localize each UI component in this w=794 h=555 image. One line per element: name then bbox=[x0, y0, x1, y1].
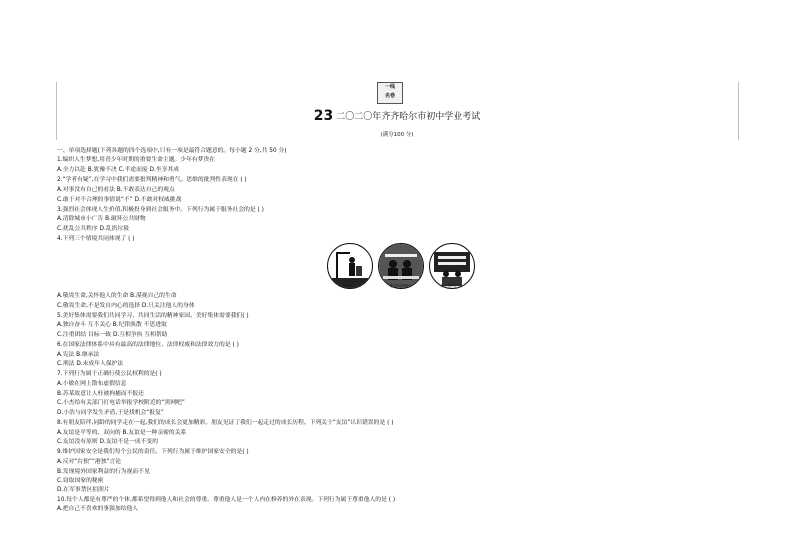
text-line: A.友谊是平等的、双向的 B.友谊是一种亲密的关系 bbox=[57, 430, 187, 436]
score-note: (满分100 分) bbox=[380, 132, 414, 138]
text-line: 7.下列行为属于正确行使公民权利的是( ) bbox=[57, 371, 162, 377]
text-line: 9.维护国家安全是我们每个公民的责任。下列行为属于维护国家安全的是( ) bbox=[57, 449, 249, 455]
text-line: 3.强烈社会体现人生价值,积极投身到社会服务中。下列行为属于服务社会的是 ( ) bbox=[57, 207, 264, 213]
scene-illustration-3 bbox=[429, 243, 475, 289]
scene-illustration-1 bbox=[327, 243, 373, 289]
text-line: C.敢于对不合理的事情说“不” D.不敢对权威挑战 bbox=[57, 197, 182, 203]
text-line: C.刑法 D.未成年人保护法 bbox=[57, 361, 124, 367]
text-line: C.注重团结 目标一致 D.互相争执 互相帮助 bbox=[57, 332, 168, 338]
page-title bbox=[0, 108, 794, 124]
text-line: A.敬畏生命,关怀他人的生命 B.漠视自己的生命 bbox=[57, 293, 177, 299]
caption-3: 同学相伴护生 bbox=[440, 284, 462, 288]
text-line: C.窃取国家的秘密 bbox=[57, 478, 104, 484]
text-line: C.小杰给有关部门打电话举报学校附近的“黑网吧” bbox=[57, 400, 185, 406]
text-line: A.对事没有自己的看法 B.不敢表达自己的观点 bbox=[57, 187, 175, 193]
text-line: 5.美好集体需要我们共同学习、共同生活的精神家园。美好集体需要我们( ) bbox=[57, 313, 249, 319]
text-line: B.苏某故意让人枉被拘捕而不报还 bbox=[57, 391, 144, 397]
text-line: 一、单项选择题(下列各题的四个选项中,只有一项是最符合题意的。每小题 2 分,共 50 分) bbox=[57, 148, 287, 154]
text-line: 4.下列三个情境共同体现了 ( ) bbox=[57, 236, 135, 242]
stamp-badge bbox=[377, 82, 403, 104]
stamp-line-1: 一线 bbox=[384, 84, 395, 90]
text-line: 1.编织人生梦想,用青少年时期的重要生命主题。少年有梦贵在 bbox=[57, 157, 216, 163]
text-line: C.扰乱公共秩序 D.乱扔垃圾 bbox=[57, 226, 130, 232]
text-line: A.反对“台独”“港独”言论 bbox=[57, 459, 122, 465]
text-line: 10.每个人都是有尊严的个体,都希望得到他人和社会的尊重。尊重他人是一个人内在修养的外在表现。下列行为属于尊重他人的是 ( ) bbox=[57, 497, 396, 503]
text-line: 8.有朋友陪伴,同龄的同学走在一起,我们的成长会更加精彩。朋友见证了我们一起走过的成长历程。下列关于“友谊”认识错误的是 ( ) bbox=[57, 420, 394, 426]
text-line: D.在军事禁区拍照片 bbox=[57, 487, 110, 493]
text-line: A.清除城市小广告 B.破坏公共财物 bbox=[57, 216, 146, 222]
exam-title: 二〇二〇年齐齐哈尔市初中学业考试 bbox=[336, 112, 481, 122]
text-line: A.全力以赴 B.犹豫不决 C.半途而废 D.坐享其成 bbox=[57, 167, 180, 173]
text-line: 6.在国家法律体系中具有最高的法律地位、法律权威和法律效力的是 ( ) bbox=[57, 342, 239, 348]
text-line: A.小敏在网上散布虚假信息 bbox=[57, 381, 127, 387]
text-line: A.宪法 B.继承法 bbox=[57, 352, 100, 358]
exam-number: 23 bbox=[313, 108, 334, 124]
scene-illustration-2 bbox=[378, 243, 424, 289]
stamp-line-2: 名卷 bbox=[384, 93, 395, 99]
text-line: D.小浩与同学发生矛盾,于是找机会“报复” bbox=[57, 410, 164, 416]
text-line: C.敬畏生命,不是发自内心的选择 D.只关注他人的身体 bbox=[57, 303, 195, 309]
caption-2: 帮定的的教材 bbox=[389, 284, 411, 288]
caption-1: 示意 bbox=[345, 284, 353, 288]
text-line: C.友谊没有原则 D.友谊不是一成不变的 bbox=[57, 439, 158, 445]
text-line: 2.“学者有疑”,在学习中我们需要批判精神和勇气。思维的批判性表现在 ( ) bbox=[57, 177, 247, 183]
text-line: A.把自己不喜欢的事强加给他人 bbox=[57, 506, 139, 512]
text-line: A.独自奋斗 互不关心 B.纪律涣散 不思进取 bbox=[57, 322, 167, 328]
text-line: B.发现境外国家利益的行为视而不见 bbox=[57, 469, 150, 475]
